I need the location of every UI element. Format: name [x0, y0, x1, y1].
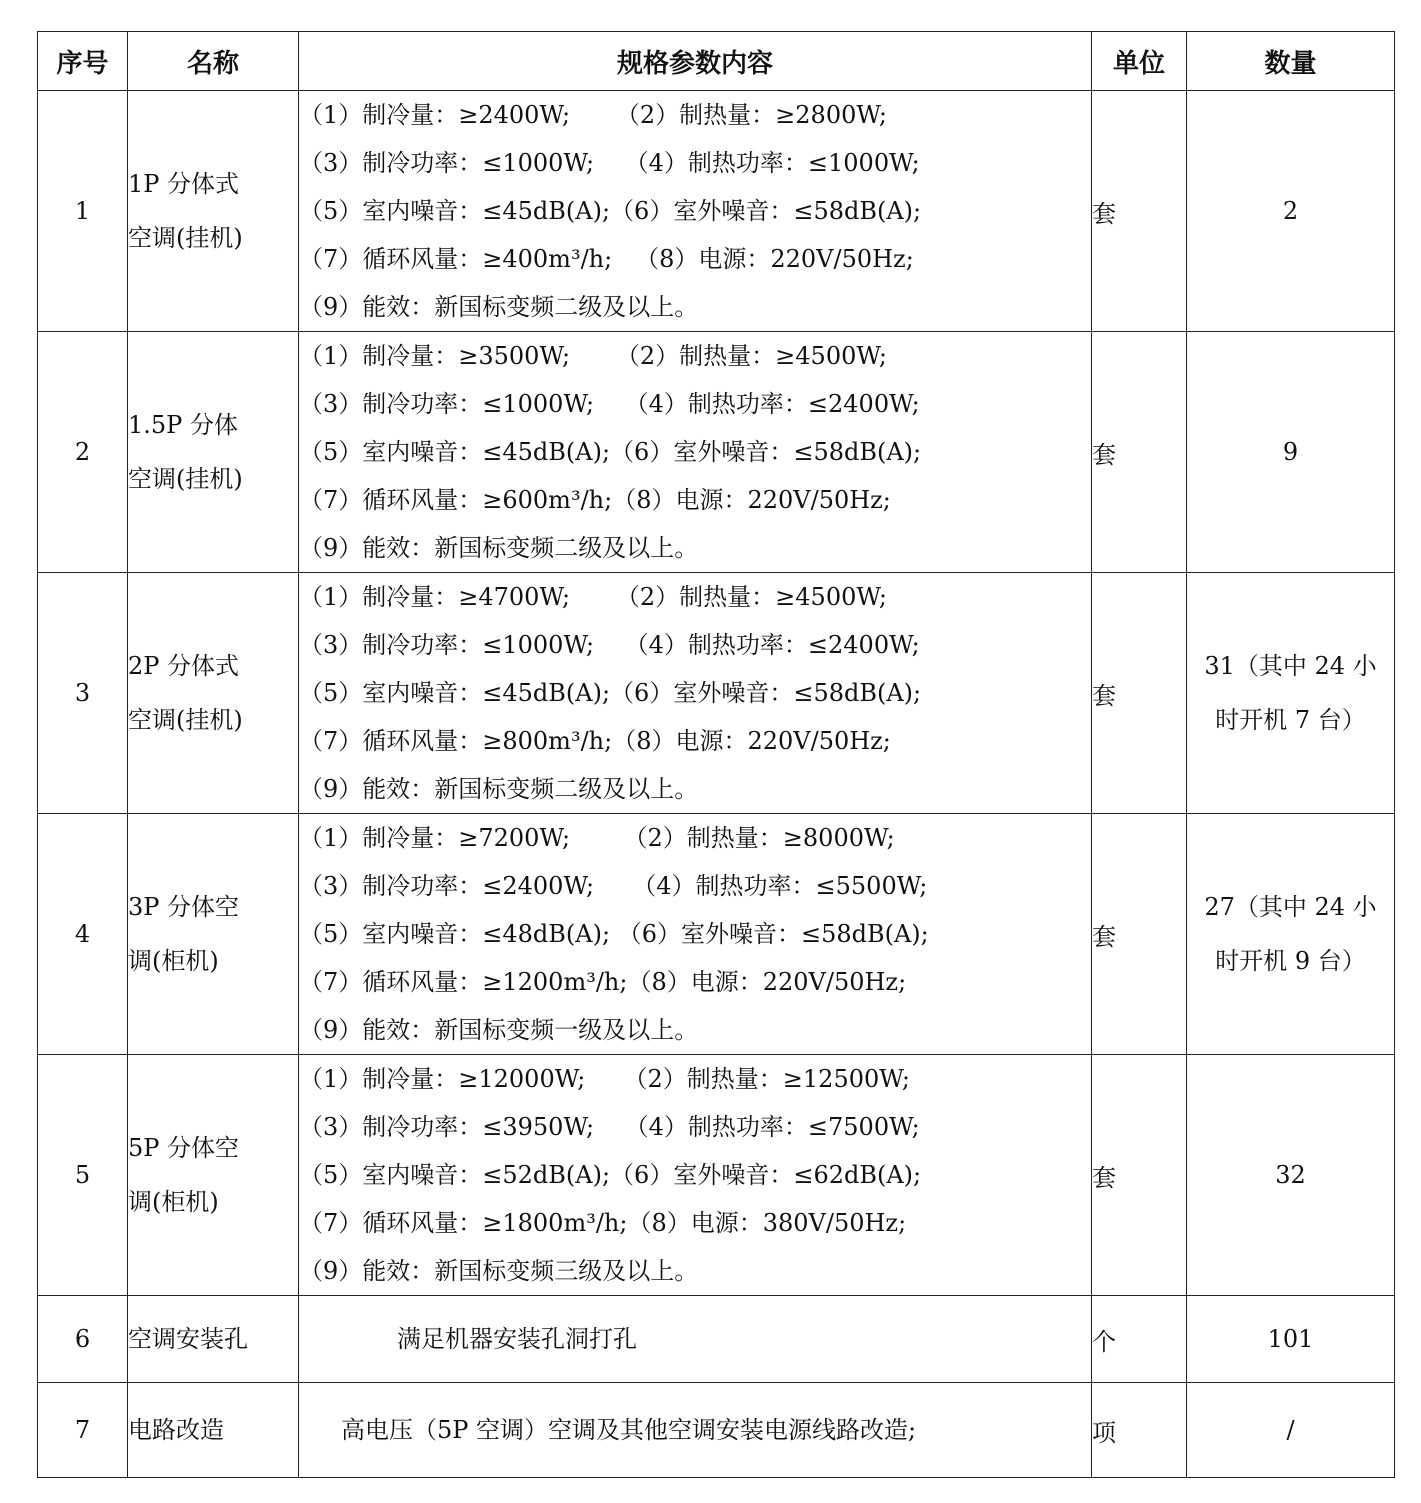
- row-name: [128, 1383, 299, 1478]
- row-no: 7: [38, 1383, 128, 1478]
- row-unit: 套: [1092, 1055, 1187, 1296]
- row-name: [128, 332, 299, 573]
- row-qty: [1187, 1055, 1395, 1296]
- row-name-line: 空调(挂机): [128, 706, 243, 734]
- spec-line: 高电压（5P 空调）空调及其他空调安装电源线路改造;: [341, 1416, 917, 1444]
- spec-line: （9）能效：新国标变频一级及以上。: [299, 1016, 699, 1044]
- spec-line: （7）循环风量：≥600m³/h;（8）电源：220V/50Hz;: [299, 486, 891, 514]
- spec-line: （3）制冷功率：≤1000W; （4）制热功率：≤2400W;: [299, 390, 920, 418]
- row-name: [128, 1055, 299, 1296]
- header-spec: 规格参数内容: [299, 32, 1092, 91]
- row-qty: [1187, 1296, 1395, 1383]
- table-row: [38, 814, 1395, 1055]
- row-qty: [1187, 332, 1395, 573]
- spec-line: （7）循环风量：≥1800m³/h;（8）电源：380V/50Hz;: [299, 1209, 907, 1237]
- row-qty-line: /: [1286, 1416, 1295, 1444]
- spec-line: （5）室内噪音：≤45dB(A);（6）室外噪音：≤58dB(A);: [299, 197, 922, 225]
- spec-line: （7）循环风量：≥400m³/h; （8）电源：220V/50Hz;: [299, 245, 914, 273]
- table-row: [38, 573, 1395, 814]
- table-row: [38, 91, 1395, 332]
- row-qty-line: 101: [1267, 1325, 1314, 1353]
- spec-line: （7）循环风量：≥800m³/h;（8）电源：220V/50Hz;: [299, 727, 891, 755]
- spec-line: （9）能效：新国标变频二级及以上。: [299, 775, 699, 803]
- row-spec: [299, 332, 1092, 573]
- row-no: 3: [38, 573, 128, 814]
- header-qty: 数量: [1187, 32, 1395, 91]
- row-spec: [299, 1296, 1092, 1383]
- row-spec: [299, 814, 1092, 1055]
- row-qty-line: 2: [1282, 197, 1299, 225]
- spec-line: （7）循环风量：≥1200m³/h;（8）电源：220V/50Hz;: [299, 968, 907, 996]
- spec-line: （1）制冷量：≥7200W; （2）制热量：≥8000W;: [299, 824, 895, 852]
- table-row: [38, 1055, 1395, 1296]
- header-no: 序号: [38, 32, 128, 91]
- row-qty: [1187, 814, 1395, 1055]
- row-no: 4: [38, 814, 128, 1055]
- header-name: 名称: [128, 32, 299, 91]
- table-row: [38, 332, 1395, 573]
- spec-line: （1）制冷量：≥3500W; （2）制热量：≥4500W;: [299, 342, 888, 370]
- row-unit: 套: [1092, 573, 1187, 814]
- row-name-line: 调(柜机): [128, 947, 219, 975]
- row-name: [128, 814, 299, 1055]
- row-spec: [299, 1383, 1092, 1478]
- spec-line: 满足机器安装孔洞打孔: [397, 1325, 637, 1353]
- spec-line: （3）制冷功率：≤2400W; （4）制热功率：≤5500W;: [299, 872, 928, 900]
- row-qty-line: 32: [1275, 1161, 1306, 1189]
- row-name-line: 5P 分体空: [128, 1134, 240, 1162]
- row-qty-line: 时开机 9 台）: [1215, 947, 1366, 975]
- row-qty-line: 31（其中 24 小: [1204, 652, 1377, 680]
- row-unit: 套: [1092, 814, 1187, 1055]
- row-name-line: 调(柜机): [128, 1188, 219, 1216]
- spec-line: （9）能效：新国标变频二级及以上。: [299, 534, 699, 562]
- row-no: 1: [38, 91, 128, 332]
- row-unit: 项: [1092, 1383, 1187, 1478]
- spec-line: （5）室内噪音：≤45dB(A);（6）室外噪音：≤58dB(A);: [299, 679, 922, 707]
- row-name-line: 电路改造: [128, 1416, 224, 1444]
- row-spec: [299, 91, 1092, 332]
- row-unit: 套: [1092, 91, 1187, 332]
- spec-line: （9）能效：新国标变频三级及以上。: [299, 1257, 699, 1285]
- row-name-line: 空调(挂机): [128, 465, 243, 493]
- row-name-line: 空调安装孔: [128, 1325, 248, 1353]
- spec-line: （3）制冷功率：≤1000W; （4）制热功率：≤2400W;: [299, 631, 920, 659]
- row-name-line: 1P 分体式: [128, 170, 240, 198]
- row-spec: [299, 573, 1092, 814]
- row-no: 5: [38, 1055, 128, 1296]
- row-name: [128, 91, 299, 332]
- header-row: [38, 32, 1395, 91]
- row-name-line: 2P 分体式: [128, 652, 240, 680]
- row-name: [128, 573, 299, 814]
- row-name: [128, 1296, 299, 1383]
- spec-line: （3）制冷功率：≤1000W; （4）制热功率：≤1000W;: [299, 149, 920, 177]
- spec-line: （1）制冷量：≥2400W; （2）制热量：≥2800W;: [299, 101, 888, 129]
- row-no: 6: [38, 1296, 128, 1383]
- header-unit: 单位: [1092, 32, 1187, 91]
- spec-line: （5）室内噪音：≤52dB(A);（6）室外噪音：≤62dB(A);: [299, 1161, 922, 1189]
- spec-line: （5）室内噪音：≤45dB(A);（6）室外噪音：≤58dB(A);: [299, 438, 922, 466]
- spec-line: （1）制冷量：≥12000W; （2）制热量：≥12500W;: [299, 1065, 910, 1093]
- row-name-line: 空调(挂机): [128, 224, 243, 252]
- row-name-line: 1.5P 分体: [128, 411, 238, 439]
- row-qty-line: 9: [1282, 438, 1299, 466]
- row-spec: [299, 1055, 1092, 1296]
- row-name-line: 3P 分体空: [128, 893, 240, 921]
- row-qty-line: 时开机 7 台）: [1215, 706, 1366, 734]
- row-qty: [1187, 91, 1395, 332]
- table-row: [38, 1296, 1395, 1383]
- spec-table: [37, 31, 1395, 1478]
- spec-line: （3）制冷功率：≤3950W; （4）制热功率：≤7500W;: [299, 1113, 920, 1141]
- table-row: [38, 1383, 1395, 1478]
- spec-line: （1）制冷量：≥4700W; （2）制热量：≥4500W;: [299, 583, 888, 611]
- spec-line: （5）室内噪音：≤48dB(A); （6）室外噪音：≤58dB(A);: [299, 920, 929, 948]
- row-unit: 套: [1092, 332, 1187, 573]
- row-qty: [1187, 1383, 1395, 1478]
- row-unit: 个: [1092, 1296, 1187, 1383]
- spec-line: （9）能效：新国标变频二级及以上。: [299, 293, 699, 321]
- row-qty-line: 27（其中 24 小: [1204, 893, 1377, 921]
- row-no: 2: [38, 332, 128, 573]
- row-qty: [1187, 573, 1395, 814]
